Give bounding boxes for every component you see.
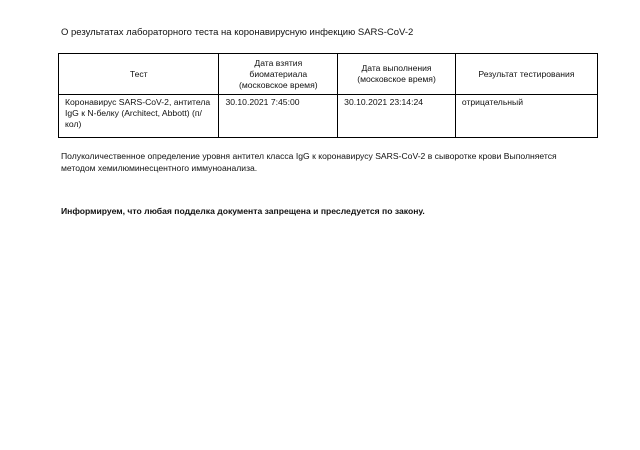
results-table: [58, 53, 598, 138]
header-completed: Дата выполнения (московское время): [338, 54, 456, 95]
legal-notice: Информируем, что любая подделка документа запрещена и преследуется по закону.: [61, 206, 425, 216]
cell-test: Коронавирус SARS-CoV-2, антитела IgG к N-белку (Architect, Abbott) (п/кол): [59, 95, 219, 138]
cell-completed: 30.10.2021 23:14:24: [338, 95, 456, 138]
header-result: Результат тестирования: [455, 54, 597, 95]
header-test: Тест: [59, 54, 219, 95]
table-row: [59, 95, 598, 138]
table-header-row: [59, 54, 598, 95]
cell-result: отрицательный: [455, 95, 597, 138]
document-title: О результатах лабораторного теста на коронавирусную инфекцию SARS-CoV-2: [61, 27, 414, 38]
method-note: Полуколичественное определение уровня антител класса IgG к коронавирусу SARS-CoV-2 в сыворотке крови Выполняется методом хемилюминесцентного иммуноанализа.: [61, 151, 557, 173]
header-sample-taken: Дата взятия биоматериала (московское время): [219, 54, 338, 95]
cell-sample-taken: 30.10.2021 7:45:00: [219, 95, 338, 138]
